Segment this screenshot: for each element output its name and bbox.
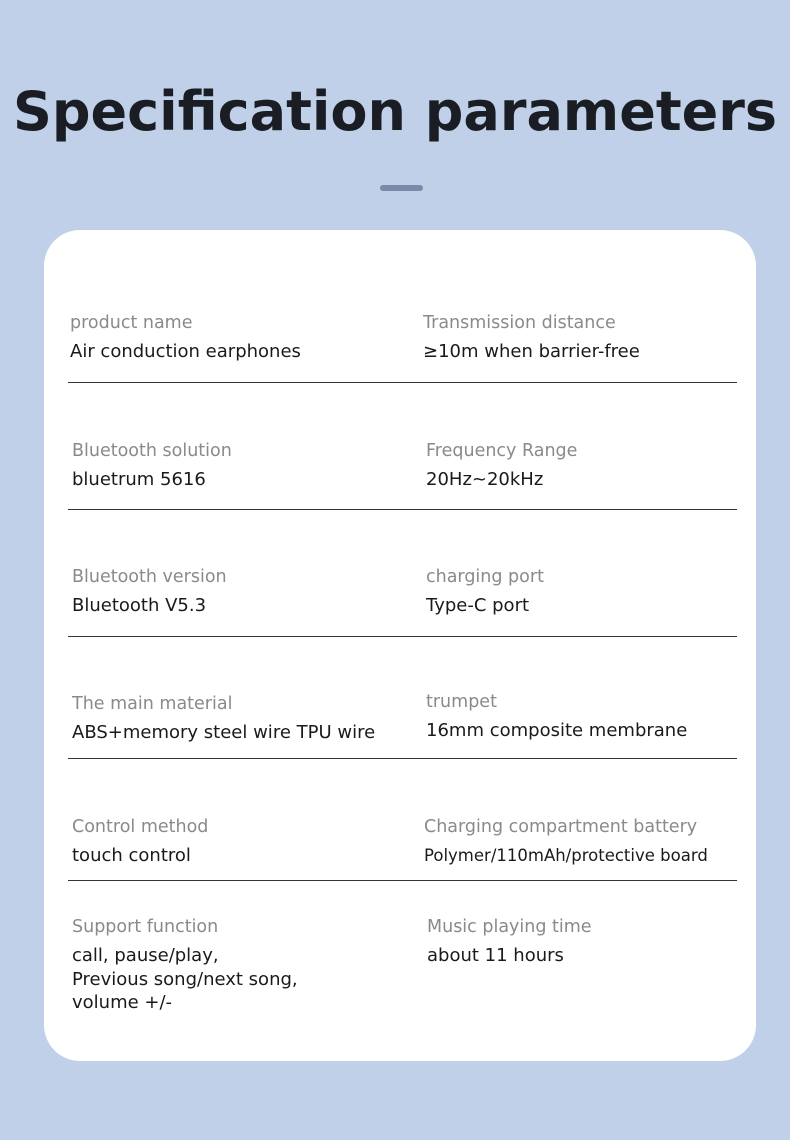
spec-label: Support function: [72, 917, 219, 937]
row-divider: [68, 382, 737, 383]
spec-row: [68, 816, 737, 881]
spec-frequency-range: [426, 440, 577, 491]
spec-value-line: Previous song/next song,: [72, 968, 298, 990]
spec-support-function: [72, 916, 298, 1015]
spec-value: about 11 hours: [427, 945, 564, 966]
row-divider: [68, 636, 737, 637]
spec-label: trumpet: [426, 692, 497, 712]
spec-value: 20Hz~20kHz: [426, 469, 544, 490]
page-title: Specification parameters: [12, 80, 778, 143]
spec-label: Control method: [72, 817, 209, 837]
spec-value: Bluetooth V5.3: [72, 595, 207, 616]
spec-main-material: [72, 693, 375, 744]
spec-bluetooth-solution: [72, 440, 232, 491]
spec-value-line: volume +/-: [72, 992, 173, 1013]
spec-trumpet: [426, 691, 687, 742]
row-divider: [68, 758, 737, 759]
spec-card: [44, 230, 756, 1061]
spec-charging-compartment-battery: [424, 816, 708, 867]
spec-label: The main material: [72, 694, 233, 714]
spec-value: [72, 944, 298, 1015]
spec-value: bluetrum 5616: [72, 469, 206, 490]
spec-bluetooth-version: [72, 566, 227, 617]
spec-label: Bluetooth solution: [72, 441, 232, 461]
spec-label: Bluetooth version: [72, 567, 227, 587]
title-underline: [380, 185, 423, 191]
spec-label: product name: [70, 313, 193, 333]
spec-row: [68, 566, 737, 637]
spec-row: [68, 440, 737, 510]
spec-label: charging port: [426, 567, 544, 587]
spec-value: Polymer/110mAh/protective board: [424, 846, 708, 865]
spec-control-method: [72, 816, 208, 867]
spec-product-name: [70, 312, 301, 363]
spec-music-playing-time: [427, 916, 592, 967]
spec-transmission-distance: [423, 312, 640, 363]
row-divider: [68, 880, 737, 881]
spec-value-line: call, pause/play,: [72, 945, 219, 966]
row-divider: [68, 509, 737, 510]
spec-value: Air conduction earphones: [70, 341, 301, 362]
spec-value: touch control: [72, 845, 191, 866]
spec-charging-port: [426, 566, 544, 617]
spec-value: Type-C port: [426, 595, 530, 616]
spec-row: [68, 691, 737, 759]
spec-value: ABS+memory steel wire TPU wire: [72, 722, 376, 743]
spec-row: [68, 916, 737, 1026]
spec-value: 16mm composite membrane: [426, 720, 688, 741]
spec-label: Charging compartment battery: [424, 817, 698, 837]
spec-label: Music playing time: [427, 917, 592, 937]
spec-row: [68, 312, 737, 383]
spec-value: ≥10m when barrier-free: [423, 341, 640, 362]
spec-label: Frequency Range: [426, 441, 578, 461]
spec-label: Transmission distance: [423, 313, 616, 333]
